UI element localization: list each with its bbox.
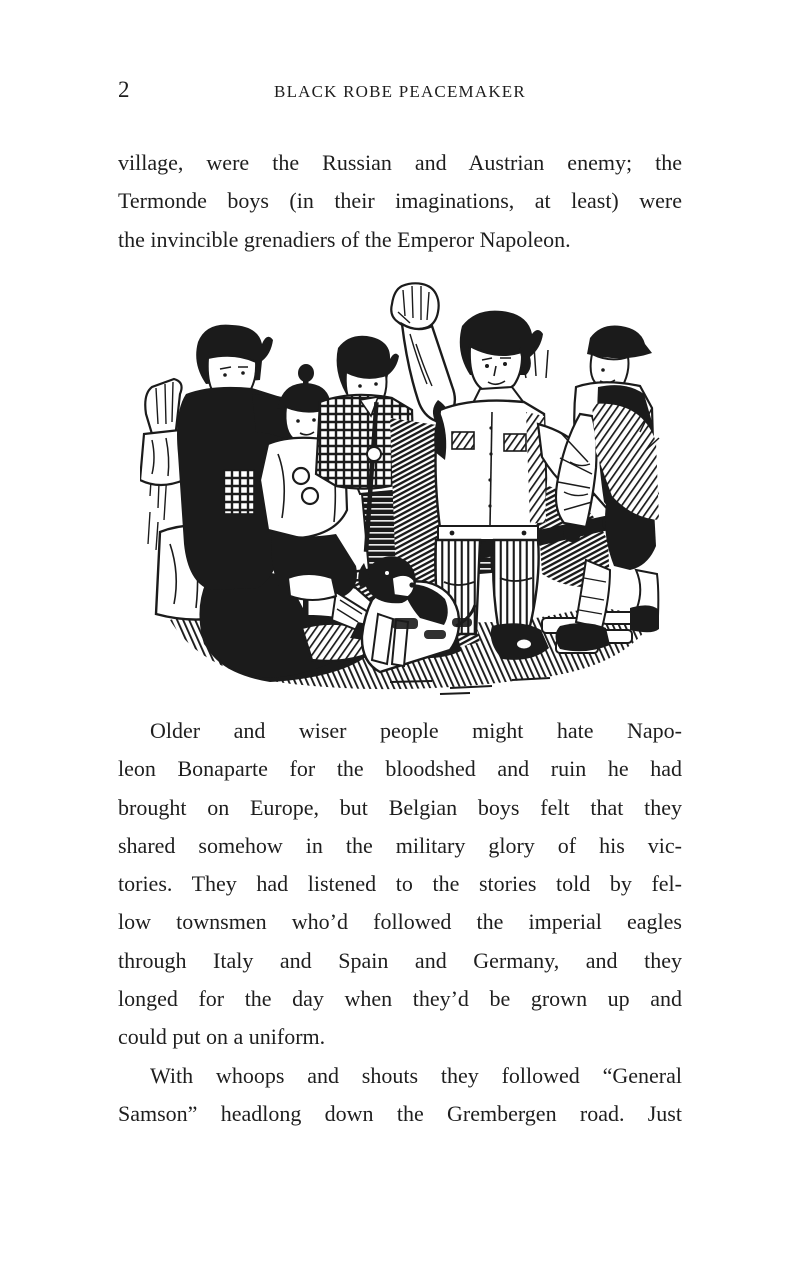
paragraph — [118, 144, 682, 259]
text-line: Older and wiser people might hate Napo- — [150, 718, 682, 743]
text-line: brought on Europe, but Belgian boys felt that they — [118, 794, 682, 820]
running-header — [0, 0, 800, 120]
text-block-bottom — [118, 712, 682, 1133]
text-line: could put on a uniform. — [118, 1024, 326, 1050]
text-block-top — [118, 144, 682, 259]
engraving-image — [140, 282, 660, 700]
text-line: tories. They had listened to the stories told by fel- — [118, 871, 682, 897]
text-line: the invincible grenadiers of the Emperor Napoleon. — [118, 226, 571, 252]
text-line: Samson” headlong down the Grembergen road. Just — [118, 1100, 682, 1126]
paragraph — [118, 712, 682, 1057]
text-line: longed for the day when they’d be grown up and — [118, 986, 682, 1012]
page-number: 2 — [118, 77, 130, 102]
text-line: through Italy and Spain and Germany, and they — [118, 947, 682, 973]
text-line: low townsmen who’d followed the imperial eagles — [118, 909, 682, 935]
illustration-boys-playing-soldiers — [140, 282, 660, 700]
paragraph — [118, 1057, 682, 1134]
text-line: shared somehow in the military glory of his vic- — [118, 832, 682, 858]
running-head-title: BLACK ROBE PEACEMAKER — [274, 82, 526, 101]
text-line: village, were the Russian and Austrian enemy; the — [118, 150, 682, 175]
text-line: leon Bonaparte for the bloodshed and ruin he had — [118, 756, 682, 782]
text-line: With whoops and shouts they followed “General — [150, 1062, 682, 1088]
text-line: Termonde boys (in their imaginations, at least) were — [118, 188, 682, 214]
